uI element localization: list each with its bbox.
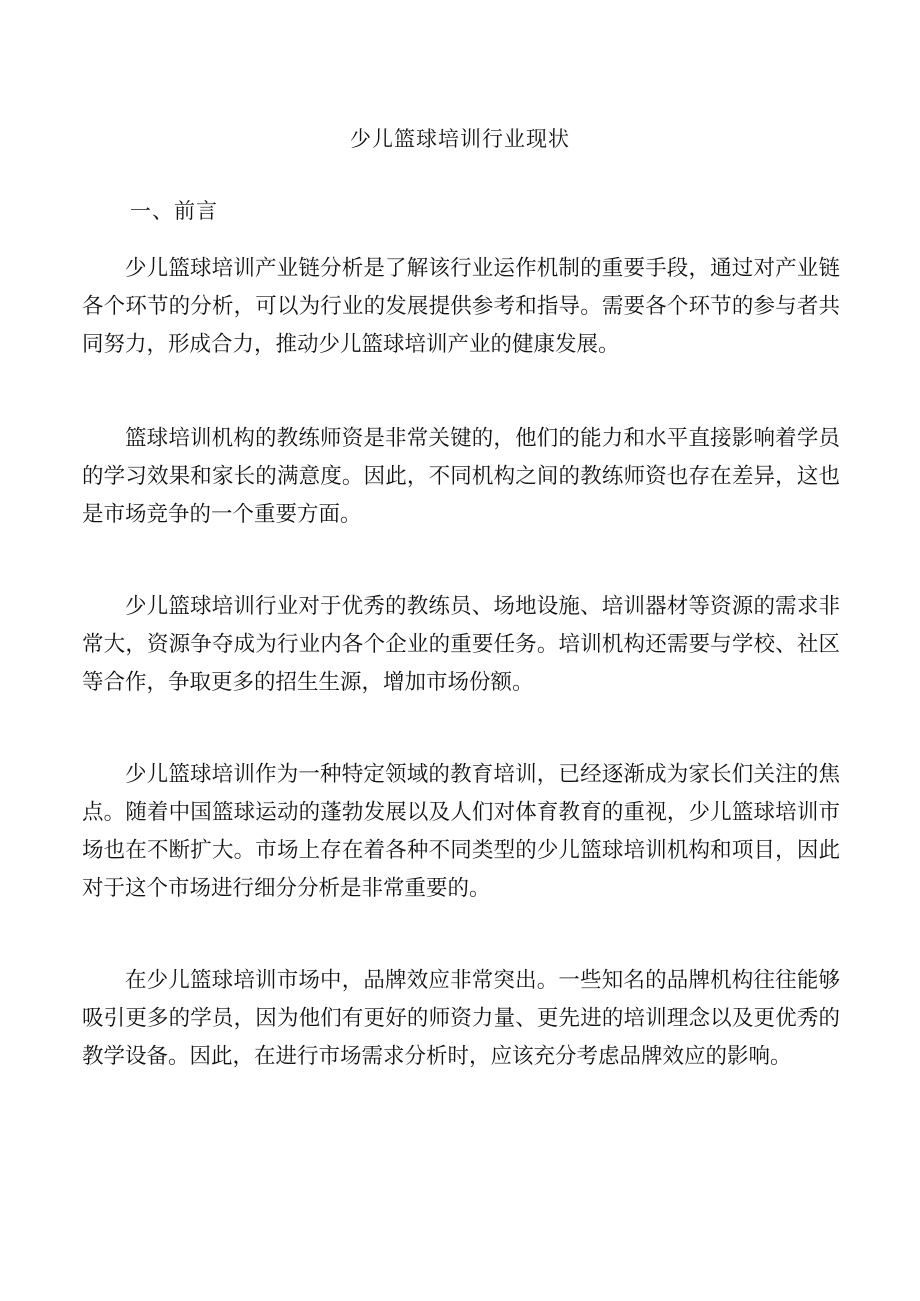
paragraph-3: 少儿篮球培训行业对于优秀的教练员、场地设施、培训器材等资源的需求非常大，资源争夺成为行业内各个企业的重要任务。培训机构还需要与学校、社区等合作，争取更多的招生生源，增加市场份额。 [82,594,840,695]
document-title: 少儿篮球培训行业现状 [350,127,570,151]
section-heading: 一、前言 [130,199,218,223]
paragraph-2: 篮球培训机构的教练师资是非常关键的，他们的能力和水平直接影响着学员的学习效果和家长的满意度。因此，不同机构之间的教练师资也存在差异，这也是市场竞争的一个重要方面。 [82,426,840,527]
paragraph-1: 少儿篮球培训产业链分析是了解该行业运作机制的重要手段，通过对产业链各个环节的分析，可以为行业的发展提供参考和指导。需要各个环节的参与者共同努力，形成合力，推动少儿篮球培训产业的健康发展。 [82,256,840,357]
paragraph-4: 少儿篮球培训作为一种特定领域的教育培训，已经逐渐成为家长们关注的焦点。随着中国篮球运动的蓬勃发展以及人们对体育教育的重视，少儿篮球培训市场也在不断扩大。市场上存在着各种不同类型的少儿篮球培训机构和项目，因此对于这个市场进行细分分析是非常重要的。 [82,762,840,901]
paragraph-5: 在少儿篮球培训市场中，品牌效应非常突出。一些知名的品牌机构往往能够吸引更多的学员，因为他们有更好的师资力量、更先进的培训理念以及更优秀的教学设备。因此，在进行市场需求分析时，应该充分考虑品牌效应的影响。 [82,968,840,1069]
